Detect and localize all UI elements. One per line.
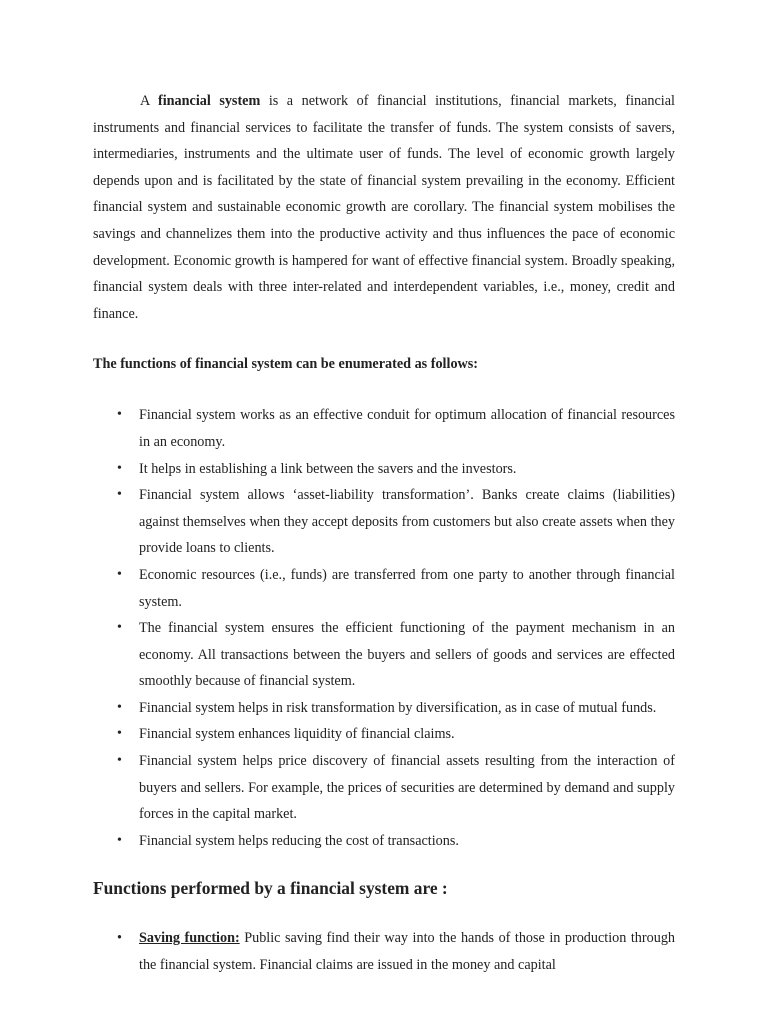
list-item: • Financial system works as an effective conduit for optimum allocation of financial resources in an economy. xyxy=(93,402,675,455)
functions-heading: The functions of financial system can be enumerated as follows: xyxy=(93,356,479,373)
list-item: • Economic resources (i.e., funds) are transferred from one party to another through financial system. xyxy=(93,562,675,615)
performed-heading: Functions performed by a financial system are : xyxy=(93,878,448,899)
document-page xyxy=(93,88,675,979)
saving-function-term: Saving function: xyxy=(139,930,240,947)
intro-lead: A xyxy=(140,93,158,109)
list-item: • Financial system helps in risk transformation by diversification, as in case of mutual funds. xyxy=(93,695,675,722)
list-item: • Financial system helps reducing the cost of transactions. xyxy=(93,828,675,855)
performed-list xyxy=(93,925,675,978)
intro-text: is a network of financial institutions, financial markets, financial instruments and financial services to facilitate the transfer of funds. The system consists of savers, intermediaries, instruments and the ultimate user of funds. The level of economic growth largely depends upon and is facilitated by the state of financial system prevailing in the economy. Efficient financial system and sustainable economic growth are corollary. The financial system mobilises the savings and channelizes them into the productive activity and thus influences the pace of economic development. Economic growth is hampered for want of effective financial system. Broadly speaking, financial system deals with three inter-related and interdependent variables, i.e., money, credit and finance. xyxy=(93,93,675,322)
list-item: • Financial system allows ‘asset-liability transformation’. Banks create claims (liabilities) against themselves when they accept deposits from customers but also create assets when they provide loans to clients. xyxy=(93,482,675,562)
list-item: • It helps in establishing a link between the savers and the investors. xyxy=(93,456,675,483)
functions-list xyxy=(93,402,675,854)
bullet-icon: • xyxy=(117,726,122,742)
bullet-icon: • xyxy=(117,930,122,947)
bullet-icon: • xyxy=(117,566,122,582)
list-item: • Financial system enhances liquidity of financial claims. xyxy=(93,721,675,748)
intro-paragraph xyxy=(93,88,675,327)
bullet-icon: • xyxy=(117,832,122,848)
bullet-icon: • xyxy=(117,487,122,503)
bullet-icon: • xyxy=(117,407,122,423)
list-item: • The financial system ensures the efficient functioning of the payment mechanism in an economy. All transactions between the buyers and sellers of goods and services are effected smoothly because of financial system. xyxy=(93,615,675,695)
intro-bold-term: financial system xyxy=(157,93,261,109)
bullet-icon: • xyxy=(117,699,122,715)
bullet-icon: • xyxy=(117,620,122,636)
bullet-icon: • xyxy=(117,753,122,769)
list-item: • Financial system helps price discovery of financial assets resulting from the interaction of buyers and sellers. For example, the prices of securities are determined by demand and supply forces in the capital market. xyxy=(93,748,675,828)
bullet-icon: • xyxy=(117,460,122,476)
list-item: • Saving function: Public saving find their way into the hands of those in production through the financial system. Financial claims are issued in the money and capital xyxy=(93,925,675,978)
